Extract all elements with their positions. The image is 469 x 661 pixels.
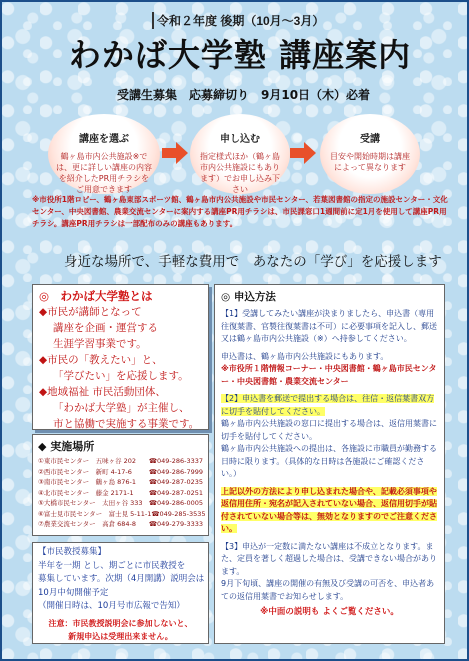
location-name: ④北市民センター 藤金 2171-1 [38, 488, 134, 497]
location-row [38, 467, 203, 478]
recruit-line: 募集しています。次期（4月開講）説明会は [38, 574, 205, 584]
page-title: わかば大学塾 講座案内 [68, 36, 412, 74]
arrow-right-icon [290, 142, 316, 164]
about-line: ◆地域福祉 市民活動団体、 [39, 386, 166, 398]
step-body: 目安や開始時期は講座によって異なります [330, 152, 410, 172]
apply-note: 申込書は、鶴ヶ島市内公共施設にもあります。 [221, 351, 389, 361]
location-row [38, 519, 203, 530]
apply-footer-note: ※中面の説明も よくご覧ください。 [260, 607, 399, 617]
term-label: 令和２年度 後期（10月～3月） [152, 12, 324, 29]
step-choose [48, 114, 160, 194]
recruit-line: 【市民教授募集】 [38, 547, 107, 557]
recruit-warning [38, 617, 203, 643]
location-tel: ☎049-287-0235 [148, 478, 203, 486]
step-attend [320, 114, 420, 194]
location-row [38, 509, 206, 520]
step-title: 申し込む [220, 134, 260, 145]
apply-result: 9月下旬頃、講座の開催の有無及び受講の可否を、申込者あての返信用葉書でお知らせします。 [221, 579, 435, 601]
apply-places: ※市役所１階情報コーナー・中央図書館・鶴ヶ島市民センター・中央図書館・農業交流センター [221, 364, 437, 386]
about-line: 「学びたい」を応援します。 [53, 370, 189, 382]
about-line: ◆市民が講師となって [39, 306, 142, 318]
location-name: ③南市民センター 鶴ヶ島 876-1 [38, 478, 137, 486]
about-line: ◆市民の「教えたい」と、 [39, 354, 163, 366]
step-body: 鶴ヶ島市内公共施設※では、更に詳しい講座の内容を紹介したPR用チラシをご用意できます [56, 152, 152, 194]
apply-step-2 [221, 393, 438, 418]
recruit-line: （開催日時は、10月号市広報で告知） [38, 601, 185, 611]
arrow-right-icon [162, 142, 188, 164]
apply-box [214, 284, 445, 644]
step-body: 指定様式ほか（鶴ヶ島市内公共施設にもあります）でお申し込み下さい [200, 152, 280, 194]
step-title: 受講 [360, 134, 380, 145]
apply-invalid [221, 486, 438, 536]
location-tel: ☎049-286-0005 [148, 499, 203, 507]
location-tel: ☎049-286-7999 [148, 467, 203, 476]
step-title: 講座を選ぶ [79, 134, 129, 145]
apply-heading: ◎ 申込方法 [221, 291, 276, 303]
tagline: 身近な場所で、手軽な費用で あなたの「学び」を応援します [64, 254, 442, 270]
location-name: ⑤大橋市民センター 太田ヶ谷 333 [38, 499, 143, 507]
location-tel: ☎049-285-3535 [151, 509, 206, 518]
recruit-line: 半年を一期 とし、期ごとに市民教授を [38, 560, 186, 571]
about-line: 「わかば大学塾」が主催し、 [53, 402, 190, 414]
location-row [38, 477, 203, 488]
distribution-note: ※市役所1階ロビー、鶴ヶ島東部スポーツ館、鶴ヶ島市内公共施設や市民センター、若葉図書館の指定の施設センター・文化センター、中央図書館、農業交流センターに案内する講座PR用チラシは、市民課窓口1週間前に定1月を使用して講座PR用チラシ。講座PR用チラシは一部配布のみの講座もあります。 [32, 195, 448, 228]
apply-step-2c: 鶴ヶ島市内公共施設への提出は、各施設に市職員が勤務する日時に限ります。（具体的な日時は各施設にご確認ください。） [221, 444, 437, 478]
location-row [38, 498, 203, 509]
apply-invalid-text: 上記以外の方法により申し込まれた場合や、記載必須事項や返信用住所・宛名が記入されていない場合、返信用切手が貼付されていない場合等は、無効となりますのでご注意ください。 [221, 486, 437, 533]
location-name: ①東市民センター 五味ヶ谷 202 [38, 457, 137, 465]
recruit-deadline: 受講生募集 応募締切り 9月10日（木）必着 [117, 88, 371, 102]
apply-step-1: 【1】受講してみたい講座が決まりましたら、申込書（専用往復葉書、官製往復葉書は不可）に必要事項を記入し、郵送又は鶴ヶ島市内公共施設（※）へ持参してください。 [221, 309, 437, 343]
locations-heading: ◆ 実施場所 [38, 440, 95, 453]
apply-step-2b: 鶴ヶ島市内公共施設の窓口に提出する場合は、返信用葉書に切手を貼付してください。 [221, 419, 437, 441]
location-tel: ☎049-279-3333 [148, 520, 203, 528]
location-tel: ☎049-286-3337 [148, 457, 203, 465]
location-name: ⑦農業交流センター 高倉 684-8 [38, 520, 137, 528]
teacher-recruit-box [32, 542, 209, 644]
about-heading: ◎ わかば大学塾とは [39, 289, 153, 303]
apply-step-3: 【3】申込が一定数に満たない講座は不成立となります。また、定員を著しく超過した場合は、受講できない場合があります。 [221, 541, 437, 576]
location-tel: ☎049-287-0251 [148, 488, 203, 497]
recruit-line: 10月中旬開催予定 [38, 587, 109, 598]
step-apply [190, 114, 290, 194]
warning-line: 注意：市民教授説明会に参加しないと、 [48, 618, 193, 628]
warning-line: 新規申込は受理出来ません。 [68, 631, 173, 641]
about-box [32, 284, 209, 430]
apply-step-2-text: 【2】申込書を郵送で提出する場合は、往信・返信葉書双方に切手を貼付してください。 [221, 394, 435, 416]
about-line: 生涯学習事業です。 [53, 338, 147, 350]
location-row [38, 488, 203, 499]
locations-box [32, 434, 209, 536]
location-row [38, 456, 203, 467]
about-line: 講座を企画・運営する [53, 322, 158, 334]
location-name: ②西市民センター 新町 4-17-6 [38, 467, 132, 476]
location-name: ⑥富士見市民センター 富士見 5-11-1 [38, 509, 152, 518]
about-line: 市と協働で実施する事業です。 [53, 418, 200, 430]
